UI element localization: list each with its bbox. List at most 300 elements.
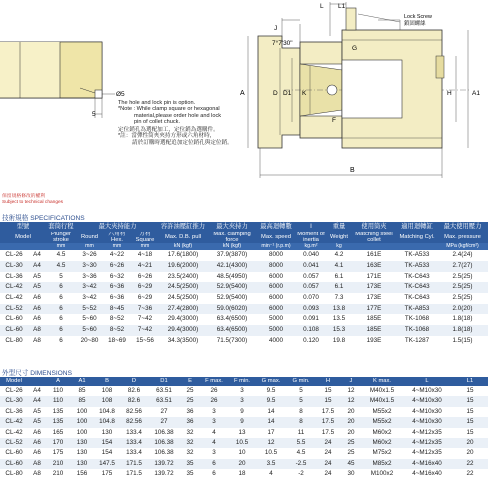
spec-cell: 193E xyxy=(366,336,382,344)
dim-cell: 3.5 xyxy=(256,459,286,469)
dim-cell: 4~M16x40 xyxy=(402,459,452,469)
phi5-label: Ø5 xyxy=(116,91,125,98)
dim-table-row xyxy=(0,448,488,458)
spec-cell: 24.5(2500) xyxy=(159,282,207,293)
dim-cell: 135 xyxy=(46,417,70,427)
dim-cell: 15 xyxy=(466,428,474,436)
dim-cell: 24 xyxy=(324,470,332,478)
dim-cell: 139.72 xyxy=(154,470,174,478)
spec-cell: 0.091 xyxy=(303,315,319,323)
spec-cell: 4000 xyxy=(268,336,283,344)
dim-cell: 154 xyxy=(94,438,120,448)
spec-cell: 2.4(24) xyxy=(452,251,473,259)
H-label: H xyxy=(447,90,452,97)
dim-cell: 135 xyxy=(52,407,64,415)
note-en-line: material,please order hole and lock xyxy=(134,112,222,119)
dim-cell: 15 xyxy=(452,417,488,427)
spec-table-row xyxy=(0,325,488,336)
spec-cell: 4.1 xyxy=(327,261,351,272)
dim-cell: 20 xyxy=(452,438,488,448)
dim-cell: 3 xyxy=(200,417,228,427)
dimensions-title: 外型尺寸 DIMENSIONS xyxy=(2,370,72,377)
dim-cell: 10 xyxy=(238,449,246,457)
dim-cell: M55x2 xyxy=(362,417,402,427)
dim-cell: 35 xyxy=(186,470,194,478)
dim-cell: M60x2 xyxy=(362,438,402,448)
spec-h2-model: Model xyxy=(0,232,46,243)
spec-cell: 2.5(25) xyxy=(437,282,488,293)
dim-cell: 12 xyxy=(256,438,286,448)
dim-cell: 85 xyxy=(70,396,94,406)
spec-cell: 161E xyxy=(366,251,382,259)
G-label: G xyxy=(352,45,358,52)
dim-cell: 82.6 xyxy=(127,387,141,394)
spec-cell: TK-1068 xyxy=(404,315,430,323)
dim-cell: 210 xyxy=(52,470,64,478)
dim-header-cell: A1 xyxy=(70,377,94,386)
spec-cell: 13.5 xyxy=(332,315,346,323)
spec-h1-model: 型號 xyxy=(0,222,46,232)
dim-cell: 13 xyxy=(238,428,246,436)
spec-cell: 3~42 xyxy=(76,282,103,293)
dim-cell: 15 xyxy=(316,396,340,406)
dim-cell: 17 xyxy=(267,428,275,436)
dim-cell: 82.56 xyxy=(120,417,148,427)
spec-table-row xyxy=(0,304,488,315)
spec-h2-pressure: Max. pressure xyxy=(437,232,488,243)
dim-cell: CL-30 xyxy=(0,396,28,406)
spec-cell: TK-A853 xyxy=(397,304,437,315)
spec-table-row xyxy=(0,250,488,261)
spec-cell: 71.5(7300) xyxy=(216,336,248,344)
spec-cell: 0.040 xyxy=(303,251,319,259)
lock-screw-en: Lock Screw xyxy=(404,14,432,20)
dim-cell: 3 xyxy=(228,396,256,406)
dim-cell: -2.5 xyxy=(286,459,316,469)
spec-cell: 2.0(20) xyxy=(437,304,488,315)
dim-cell: 27 xyxy=(160,407,168,415)
disclaimer-zh: 保留規格修改的權利 xyxy=(2,194,46,199)
spec-table-body xyxy=(0,250,488,346)
dim-cell: M85x2 xyxy=(362,459,402,469)
D1-label: D1 xyxy=(283,90,292,97)
dim-cell: M100x2 xyxy=(370,470,394,478)
disclaimer-en: Subject to technical changes xyxy=(2,199,64,205)
dim-cell: 104.8 xyxy=(99,407,115,415)
spec-cell: 13.8 xyxy=(327,304,351,315)
dim-cell: A6 xyxy=(33,428,41,436)
dim-cell: CL-60 xyxy=(5,449,23,457)
spec-cell: 185E xyxy=(351,325,397,336)
dim-cell: A6 xyxy=(28,438,46,448)
dim-cell: CL-42 xyxy=(0,417,28,427)
dim-cell: 6 xyxy=(200,459,228,469)
spec-cell: 5~52 xyxy=(76,304,103,315)
dim-cell: 15 xyxy=(466,407,474,415)
spec-cell: CL-52 xyxy=(0,304,28,315)
dim-cell: 4~M16x40 xyxy=(412,470,442,478)
spec-cell: 23.5(2400) xyxy=(167,272,199,280)
spec-h2-round: Round xyxy=(76,232,103,243)
dim-cell: 108 xyxy=(94,396,120,406)
dim-cell: CL-80 xyxy=(5,470,23,478)
dim-cell: 18 xyxy=(238,470,246,478)
dim-header-cell xyxy=(28,377,46,386)
dim-cell: 24 xyxy=(316,459,340,469)
spec-unit xyxy=(0,243,46,250)
spec-cell: 5 xyxy=(59,272,63,280)
spec-h1-force: 最大夾持力 xyxy=(207,222,257,232)
dim-cell: 4~M10x30 xyxy=(412,407,442,415)
dim-cell: 25 xyxy=(340,438,362,448)
dim-header-cell: F max. xyxy=(200,377,228,386)
dim-cell: 9.5 xyxy=(256,396,286,406)
dim-cell: M75x2 xyxy=(372,449,392,457)
dim-cell: 12 xyxy=(347,387,355,394)
dim-table-row xyxy=(0,386,488,396)
spec-cell: 2.5(25) xyxy=(452,294,473,301)
note-en-line: *Note : While clamp square or hexagonal xyxy=(118,106,220,113)
spec-unit: mm xyxy=(46,243,76,250)
dim-cell: 20 xyxy=(228,459,256,469)
spec-cell: 0.057 xyxy=(303,272,319,280)
dim-cell: 14 xyxy=(256,417,286,427)
dim-header-cell: D xyxy=(120,377,148,386)
dim-table-row xyxy=(0,459,488,469)
spec-cell: 6000 xyxy=(268,294,283,301)
A1-label: A1 xyxy=(472,90,480,97)
spec-cell: A4 xyxy=(33,251,41,259)
dim-cell: 130 xyxy=(70,438,94,448)
spec-cell: 0.041 xyxy=(295,261,327,272)
dim-cell: 130 xyxy=(70,459,94,469)
spec-cell: 7~42 xyxy=(131,325,159,336)
dim-cell: CL-60 xyxy=(0,459,28,469)
dim-cell: 17.5 xyxy=(321,428,335,436)
dim-cell: 32 xyxy=(186,449,194,457)
spec-cell: 48.5(4950) xyxy=(216,272,248,280)
spec-table-row xyxy=(0,261,488,272)
dim-cell: 104.8 xyxy=(94,417,120,427)
dim-cell: 27 xyxy=(148,417,180,427)
spec-cell: 0.120 xyxy=(303,336,319,344)
spec-cell: CL-80 xyxy=(5,336,23,344)
spec-cell: CL-42 xyxy=(5,294,23,301)
specifications-title: 技術規格 SPECIFICATIONS xyxy=(2,215,85,222)
dim-cell: 26 xyxy=(200,396,228,406)
spec-cell: 4~21 xyxy=(131,261,159,272)
spec-cell: CL-26 xyxy=(5,251,23,259)
spec-cell: 4.5 xyxy=(56,251,66,259)
option-note-en xyxy=(118,100,268,126)
spec-cell: 3~26 xyxy=(82,251,97,259)
dim-cell: 4~M10x30 xyxy=(402,396,452,406)
dim-cell: 3 xyxy=(212,449,216,457)
dim-cell: 25 xyxy=(186,387,194,394)
dim-header-row xyxy=(0,377,488,386)
spec-cell: 185E xyxy=(366,315,382,323)
dim-cell: 165 xyxy=(52,428,64,436)
dim-cell: 133.4 xyxy=(126,449,142,457)
dim-header-cell: J xyxy=(340,377,362,386)
note-zh-line: 定位銷孔為選配加工，定位銷為選購件。 xyxy=(118,127,219,133)
dim-cell: CL-26 xyxy=(5,387,23,394)
spec-cell: 20~80 xyxy=(80,336,99,344)
dim-cell: 3 xyxy=(240,387,244,394)
spec-cell: 6000 xyxy=(257,304,295,315)
dim-cell: 3 xyxy=(212,407,216,415)
spec-h2-force: Max. clamping force xyxy=(207,232,257,243)
spec-cell: 7~42 xyxy=(137,315,153,323)
spec-cell: 2.7(27) xyxy=(437,261,488,272)
dim-cell: 170 xyxy=(46,438,70,448)
spec-cell: 2.5(25) xyxy=(452,272,473,280)
F-label: F xyxy=(332,117,336,124)
dim-cell: 63.51 xyxy=(156,387,172,394)
dim-header-cell: H xyxy=(316,377,340,386)
spec-cell: 7~36 xyxy=(131,304,159,315)
dim-cell: 4 xyxy=(212,428,216,436)
spec-cell: 4~18 xyxy=(137,251,153,259)
spec-cell: 177E xyxy=(351,304,397,315)
dim-cell: 12 xyxy=(340,396,362,406)
spec-cell: 3~36 xyxy=(82,272,97,280)
dim-header-cell: L1 xyxy=(452,377,488,386)
spec-cell: 6 xyxy=(59,294,63,301)
spec-cell: A8 xyxy=(33,336,41,344)
spec-cell: TK-C643 xyxy=(404,272,430,280)
dim-cell: 106.38 xyxy=(154,449,174,457)
spec-cell: 52.9(5400) xyxy=(207,282,257,293)
dim-cell: 133.4 xyxy=(126,428,142,436)
spec-cell: A6 xyxy=(28,304,46,315)
dim-cell: 15 xyxy=(324,387,332,394)
spec-cell: 19.6(2000) xyxy=(159,261,207,272)
dim-cell: 25 xyxy=(180,396,200,406)
dim-cell: A8 xyxy=(28,459,46,469)
dim-cell: 9 xyxy=(228,417,256,427)
dim-cell: M60x2 xyxy=(372,428,392,436)
spec-cell: 63.4(6500) xyxy=(216,315,248,323)
dim-cell: A8 xyxy=(33,470,41,478)
dim-cell: 20 xyxy=(340,417,362,427)
spec-cell: 6 xyxy=(46,282,76,293)
spec-cell: 6000 xyxy=(257,282,295,293)
dim-header-cell: K max. xyxy=(362,377,402,386)
K-label: K xyxy=(302,90,307,97)
spec-cell: A8 xyxy=(28,325,46,336)
dim-cell: 9.5 xyxy=(266,387,276,394)
spec-cell: 8000 xyxy=(268,251,283,259)
dim-table-row xyxy=(0,396,488,406)
spec-cell: 18~69 xyxy=(108,336,126,344)
spec-cell: CL-60 xyxy=(5,315,23,323)
spec-cell: 7.3 xyxy=(334,294,344,301)
spec-cell: 6~32 xyxy=(109,272,125,280)
spec-cell: 5000 xyxy=(257,325,295,336)
spec-h2-collet: Matching steel collet xyxy=(351,232,397,243)
spec-cell: 6.1 xyxy=(334,272,344,280)
spec-h1-stroke: 套筒行程 xyxy=(46,222,76,232)
dim-cell: 156 xyxy=(76,470,88,478)
note-zh-line: 請於訂購時選配追加定位銷孔與定位銷。 xyxy=(132,139,233,146)
spec-cell: TK-A533 xyxy=(397,261,437,272)
dim-header-cell: D1 xyxy=(148,377,180,386)
dim-table-row xyxy=(0,428,488,438)
spec-cell: 6~36 xyxy=(103,282,131,293)
D-label: D xyxy=(273,90,278,97)
spec-cell: 34.3(3500) xyxy=(167,336,199,344)
spec-cell: 37.9(3870) xyxy=(216,251,248,259)
spec-cell: 19.8 xyxy=(332,336,346,344)
dim-table-row xyxy=(0,417,488,427)
spec-h2-stroke: Plunger stroke xyxy=(46,232,76,243)
spec-cell: 6.1 xyxy=(327,282,351,293)
spec-h2-hex: 六角材 Hex. xyxy=(103,232,131,243)
dim-cell: -2 xyxy=(298,470,304,478)
dim-table-row xyxy=(0,407,488,417)
B-label: B xyxy=(350,167,355,174)
dim-cell: 63.51 xyxy=(148,396,180,406)
spec-cell: CL-36 xyxy=(5,272,23,280)
dim-cell: 26 xyxy=(210,387,218,394)
spec-cell: 8~52 xyxy=(103,325,131,336)
spec-cell: 29.4(3000) xyxy=(159,325,207,336)
spec-cell: 4.5 xyxy=(46,261,76,272)
dim-cell: 10.5 xyxy=(264,449,278,457)
spec-cell: 6 xyxy=(59,336,63,344)
spec-unit: mm xyxy=(131,243,159,250)
spec-cell: A5 xyxy=(28,282,46,293)
spec-cell: A6 xyxy=(33,315,41,323)
spec-cell: 8~52 xyxy=(109,315,125,323)
spec-cell: 1.8(18) xyxy=(437,325,488,336)
dim-cell: 106.38 xyxy=(154,428,174,436)
spec-cell: 6 xyxy=(59,315,63,323)
dim-cell: A6 xyxy=(33,449,41,457)
spec-cell: CL-42 xyxy=(0,282,28,293)
dim-cell: 17.5 xyxy=(316,417,340,427)
dim-cell: 30 xyxy=(347,470,355,478)
dim-cell: 35 xyxy=(180,459,200,469)
spec-h2-square: 方材 Square xyxy=(131,232,159,243)
dim-cell: 6 xyxy=(212,470,216,478)
dim-cell: 17.5 xyxy=(321,407,335,415)
spec-cell: 52.9(5400) xyxy=(216,294,248,301)
spec-cell: 0.057 xyxy=(295,282,327,293)
specifications-table xyxy=(0,222,488,347)
dim-cell: 5.5 xyxy=(286,438,316,448)
dim-cell: 24 xyxy=(316,438,340,448)
dim-cell: 110 xyxy=(52,387,64,394)
spec-unit: MPa (kgf/cm²) xyxy=(437,243,488,250)
spec-cell: 63.4(6500) xyxy=(207,325,257,336)
dim-cell: 8 xyxy=(299,407,303,415)
spec-cell: 15~56 xyxy=(136,336,154,344)
spec-cell: 17.6(1800) xyxy=(167,251,199,259)
dim-cell: 11 xyxy=(297,428,305,436)
spec-cell: 24.5(2500) xyxy=(167,294,199,301)
spec-cell: 59.0(6020) xyxy=(207,304,257,315)
spec-h2-cylinder: Matching Cyl. xyxy=(397,232,437,243)
spec-unit: mm xyxy=(103,243,131,250)
dim-cell: 106.38 xyxy=(148,438,180,448)
dim-cell: M40x1.5 xyxy=(369,387,395,394)
dim-cell: 133.4 xyxy=(120,438,148,448)
five-label: 5 xyxy=(92,111,96,118)
spec-h1-pull: 容許油壓缸推力 xyxy=(160,223,206,230)
spec-cell: 6 xyxy=(46,304,76,315)
spec-cell: 5~60 xyxy=(82,315,97,323)
spec-cell: 29.4(3000) xyxy=(167,315,199,323)
dim-cell: 25 xyxy=(347,449,355,457)
spec-cell: 5~60 xyxy=(76,325,103,336)
dim-cell: 36 xyxy=(186,407,194,415)
lock-pin-detail-view xyxy=(0,42,115,118)
dim-cell: 110 xyxy=(46,396,70,406)
dim-header-cell: G min. xyxy=(286,377,316,386)
spec-table-row xyxy=(0,293,488,304)
dim-cell: A5 xyxy=(28,417,46,427)
lock-screw-zh: 鎖固螺絲 xyxy=(404,21,426,27)
dim-cell: 139.72 xyxy=(148,459,180,469)
spec-h2-inertia: Moment of inertia xyxy=(295,232,327,243)
dim-cell: 4~M12x35 xyxy=(402,438,452,448)
collet-chuck-side-view xyxy=(258,8,470,148)
dim-cell: 4~M12x35 xyxy=(412,449,442,457)
spec-h2-weight: Weight xyxy=(327,232,351,243)
spec-cell: 4~22 xyxy=(109,251,125,259)
spec-cell: TK-C643 xyxy=(404,294,430,301)
spec-h1-capacity: 最大夾持能力 xyxy=(76,222,159,232)
spec-cell: 0.070 xyxy=(303,294,319,301)
spec-cell: 3~30 xyxy=(76,261,103,272)
dim-cell: 175 xyxy=(52,449,64,457)
spec-unit xyxy=(397,243,437,250)
spec-cell: 27.4(2800) xyxy=(159,304,207,315)
J-label: J xyxy=(274,25,278,32)
dim-header-cell: E xyxy=(180,377,200,386)
spec-unit: mm xyxy=(76,243,103,250)
spec-cell: 171E xyxy=(366,272,382,280)
dim-cell: M40x1.5 xyxy=(362,396,402,406)
dim-cell: 22 xyxy=(452,459,488,469)
spec-h2-pull: Max. D.B. pull xyxy=(159,232,207,243)
angle-label: 7°7'30" xyxy=(272,40,293,47)
A-label: A xyxy=(240,90,245,97)
dim-cell: CL-42 xyxy=(5,428,23,436)
dim-cell: CL-36 xyxy=(5,407,23,415)
dim-cell: 5 xyxy=(299,387,303,394)
dim-header-cell: G max. xyxy=(256,377,286,386)
dim-cell: 15 xyxy=(466,387,474,394)
dim-cell: 10.5 xyxy=(228,438,256,448)
option-note-zh xyxy=(118,127,268,146)
L1-label: L1 xyxy=(338,3,346,10)
spec-table-row xyxy=(0,336,488,347)
dim-cell: 9 xyxy=(240,407,244,415)
dim-cell: 100 xyxy=(70,417,94,427)
spec-table-row xyxy=(0,282,488,293)
dim-table-row xyxy=(0,438,488,448)
dim-table-row xyxy=(0,469,488,479)
spec-h1-collet: 使用筒夾 xyxy=(351,222,397,232)
spec-unit: kg.m² xyxy=(295,243,327,250)
dim-cell: 4~M10x30 xyxy=(412,387,442,394)
dim-header-cell: A xyxy=(46,377,70,386)
spec-cell: 173E xyxy=(366,294,382,301)
spec-cell: A6 xyxy=(33,294,41,301)
